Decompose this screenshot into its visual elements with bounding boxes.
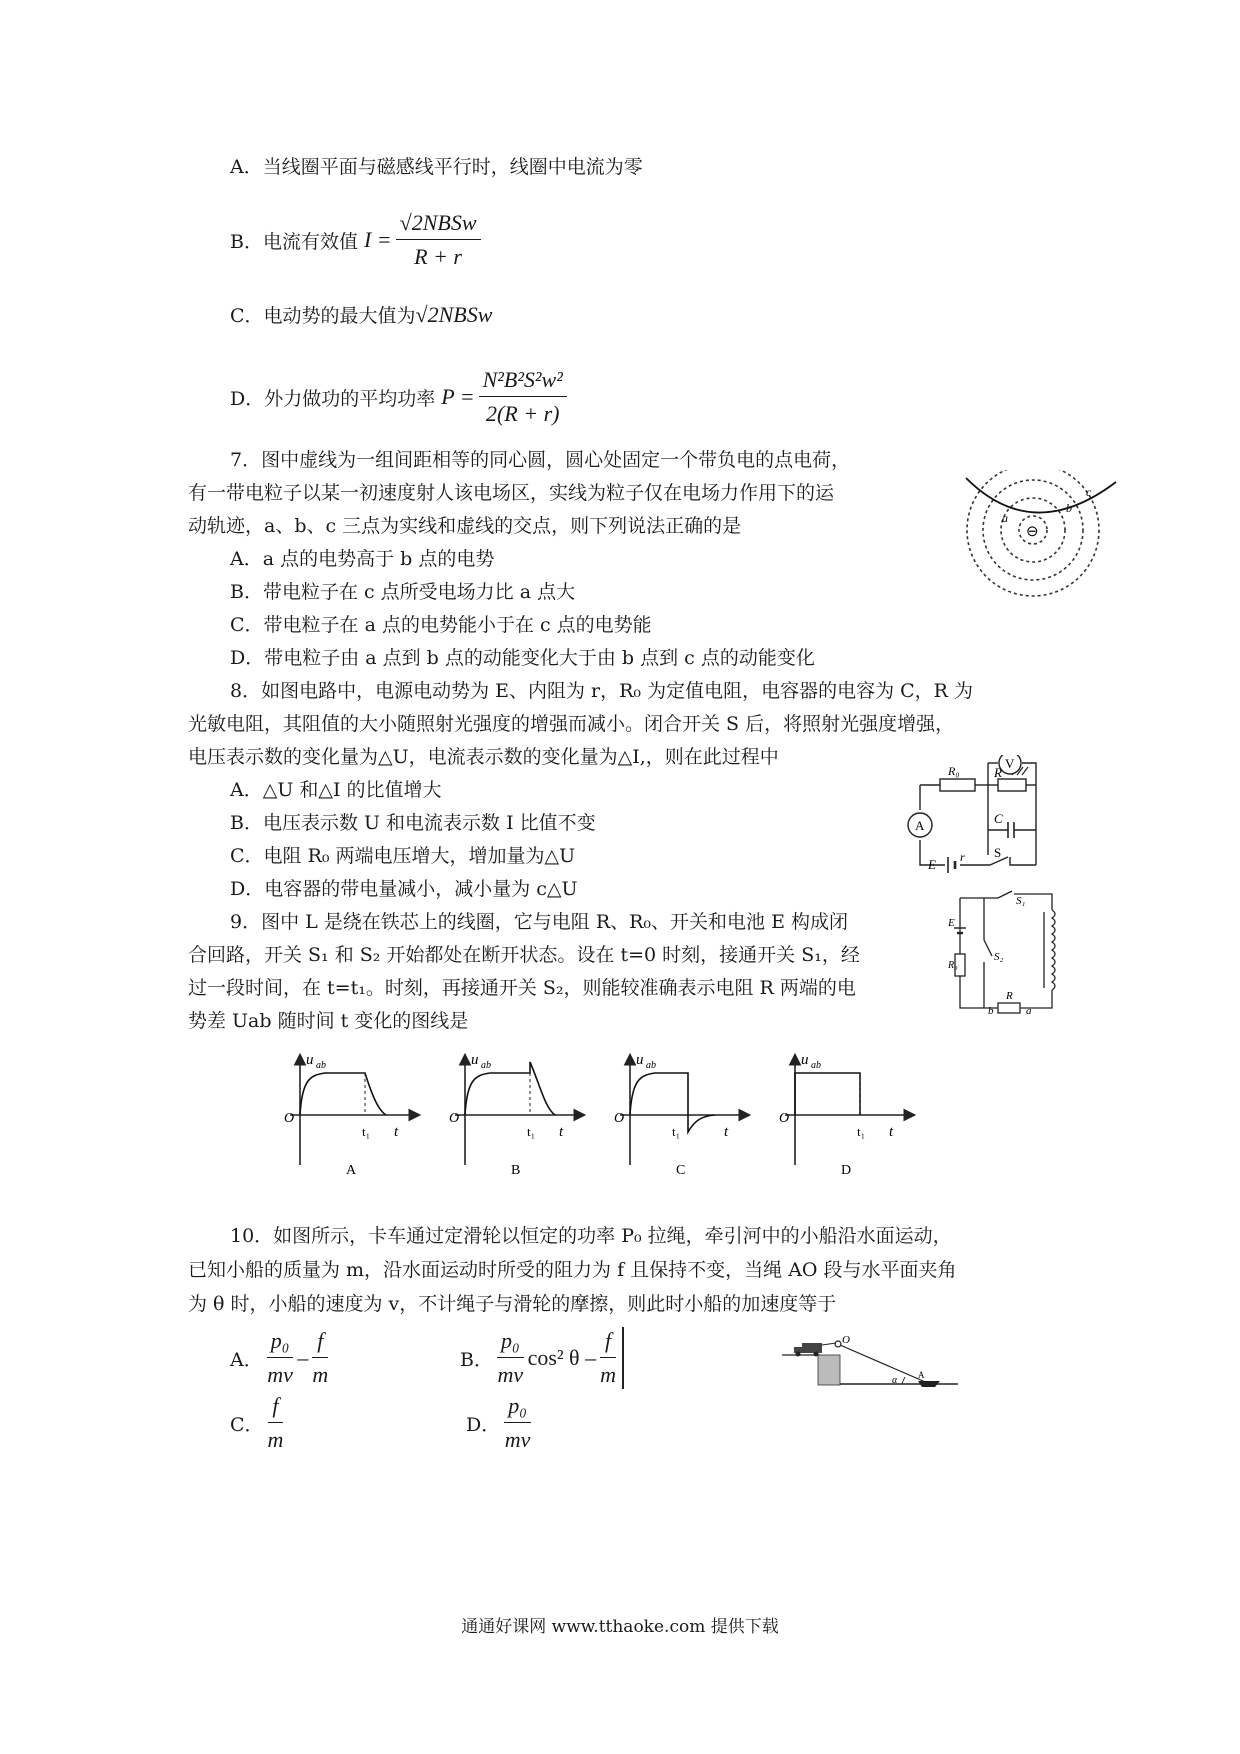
graph-d-t1: t₁ bbox=[857, 1124, 866, 1139]
resistor-r bbox=[998, 1003, 1020, 1013]
q7-option-a: A．a 点的电势高于 b 点的电势 bbox=[230, 548, 495, 570]
graph-option-a bbox=[284, 1052, 418, 1178]
q8-circuit-figure bbox=[900, 755, 1050, 875]
graph-a-y-label: u bbox=[306, 1052, 314, 1068]
graph-a-caption: A bbox=[346, 1163, 357, 1178]
graph-c-t: t bbox=[724, 1124, 729, 1140]
q9-stem-line-1: 9．图中 L 是绕在铁芯上的线圈，它与电阻 R、R₀、开关和电池 E 构成闭 bbox=[230, 911, 849, 933]
resistor-r0 bbox=[940, 779, 975, 791]
fraction-denominator: m bbox=[267, 1427, 284, 1452]
q10-stem-line-3: 为 θ 时，小船的速度为 v，不计绳子与滑轮的摩擦，则此时小船的加速度等于 bbox=[188, 1293, 837, 1315]
q10-option-c bbox=[230, 1390, 287, 1456]
fraction-numerator: N²B²S²w² bbox=[479, 367, 567, 397]
q9-circuit-figure bbox=[948, 890, 1060, 1015]
cos-term: cos² θ – bbox=[527, 1345, 597, 1370]
graph-b-t: t bbox=[559, 1124, 564, 1140]
q7-concentric-circles-figure bbox=[960, 470, 1125, 610]
q6-option-d-fraction bbox=[479, 367, 567, 427]
fraction-denominator: mv bbox=[497, 1362, 524, 1387]
angle-label: α bbox=[892, 1375, 898, 1386]
q7-option-c: C．带电粒子在 a 点的电势能小于在 c 点的电势能 bbox=[230, 614, 652, 636]
q8-stem-line-2: 光敏电阻，其阻值的大小随照射光强度的增强而减小。闭合开关 S 后，将照射光强度增强， bbox=[188, 713, 955, 735]
q8-option-d: D．电容器的带电量减小，减小量为 c△U bbox=[230, 878, 578, 900]
q10-option-d-label: D． bbox=[466, 1413, 501, 1436]
graph-c-y-sub: ab bbox=[646, 1060, 656, 1071]
graph-option-b bbox=[449, 1052, 583, 1178]
fraction-numerator: p₀ bbox=[504, 1393, 531, 1423]
minus-operator: – bbox=[297, 1345, 309, 1370]
fraction-numerator: p₀ bbox=[497, 1328, 524, 1358]
graph-d-caption: D bbox=[841, 1163, 852, 1178]
q10-stem-line-2: 已知小船的质量为 m，沿水面运动时所受的阻力为 f 且保持不变，当绳 AO 段与水平面夹角 bbox=[188, 1259, 957, 1281]
q7-option-b: B．带电粒子在 c 点所受电场力比 a 点大 bbox=[230, 581, 576, 603]
e-label: E bbox=[948, 917, 955, 929]
point-a-label: a bbox=[1002, 511, 1008, 525]
s2-label: S₂ bbox=[994, 951, 1004, 963]
fraction-denominator: 2(R + r) bbox=[485, 401, 560, 426]
graph-d-y-sub: ab bbox=[811, 1060, 821, 1071]
r0-label: R₀ bbox=[948, 960, 958, 971]
fraction bbox=[312, 1328, 328, 1388]
vertical-bar bbox=[622, 1327, 624, 1389]
q10-option-d bbox=[466, 1390, 535, 1456]
q8-stem-line-1: 8．如图电路中，电源电动势为 E、内阻为 r，R₀ 为定值电阻，电容器的电容为 C，R 为 bbox=[230, 680, 974, 702]
graph-a-origin: O bbox=[284, 1111, 295, 1126]
q7-stem-line-3: 动轨迹，a、b、c 三点为实线和虚线的交点，则下列说法正确的是 bbox=[188, 515, 742, 537]
q6-option-d bbox=[230, 362, 571, 432]
fraction-numerator: f bbox=[268, 1393, 284, 1423]
point-a-label: A bbox=[918, 1370, 925, 1380]
rope-to-truck bbox=[822, 1343, 836, 1345]
fraction-numerator: f bbox=[600, 1328, 616, 1358]
q6-option-d-lhs: P = bbox=[441, 384, 475, 409]
q9-answer-graphs bbox=[270, 1050, 970, 1180]
b-label: b bbox=[988, 1005, 994, 1015]
q6-option-c-prefix: C．电动势的最大值为 bbox=[230, 305, 416, 327]
q10-option-a bbox=[230, 1325, 332, 1391]
r-label: R bbox=[994, 765, 1002, 780]
c-label: C bbox=[994, 811, 1003, 826]
q9-stem-line-4: 势差 Uab 随时间 t 变化的图线是 bbox=[188, 1010, 469, 1032]
graph-b-y-sub: ab bbox=[481, 1060, 491, 1071]
rope-ao bbox=[840, 1345, 930, 1384]
graph-option-d bbox=[779, 1052, 913, 1178]
graph-b-caption: B bbox=[511, 1163, 521, 1178]
q10-option-b bbox=[460, 1325, 624, 1391]
angle-arc bbox=[902, 1377, 905, 1384]
bank-stones-icon bbox=[818, 1355, 840, 1385]
s1-label: S₁ bbox=[1016, 895, 1026, 907]
fraction-denominator: mv bbox=[267, 1362, 293, 1387]
pulley-o-label: O bbox=[842, 1335, 850, 1346]
boat-icon bbox=[918, 1381, 940, 1387]
q6-option-a: A．当线圈平面与磁感线平行时，线圈中电流为零 bbox=[230, 156, 643, 178]
page-footer: 通通好课网 www.tthaoke.com 提供下载 bbox=[461, 1617, 779, 1637]
graph-d-y-label: u bbox=[801, 1052, 809, 1068]
graph-b-origin: O bbox=[449, 1111, 460, 1126]
e-label: E bbox=[928, 857, 936, 872]
graph-a-t1: t₁ bbox=[362, 1124, 371, 1139]
q9-stem-line-3: 过一段时间，在 t=t₁。时刻，再接通开关 S₂，则能较准确表示电阻 R 两端的电 bbox=[188, 977, 856, 999]
q6-option-b-lhs: I = bbox=[363, 227, 392, 252]
q6-option-b-fraction bbox=[396, 210, 481, 270]
s-label: S bbox=[994, 845, 1002, 860]
q8-stem-line-3: 电压表示数的变化量为△U，电流表示数的变化量为△I,，则在此过程中 bbox=[188, 746, 779, 768]
q10-truck-boat-figure bbox=[780, 1335, 960, 1405]
graph-a-t: t bbox=[394, 1124, 399, 1140]
q6-option-c bbox=[230, 300, 492, 331]
q10-stem-line-1: 10．如图所示，卡车通过定滑轮以恒定的功率 P₀ 拉绳，牵引河中的小船沿水面运动， bbox=[230, 1225, 952, 1247]
q8-option-c: C．电阻 R₀ 两端电压增大，增加量为△U bbox=[230, 845, 576, 867]
a-label: a bbox=[1026, 1005, 1032, 1015]
voltmeter-label: V bbox=[1005, 756, 1015, 771]
q8-option-b: B．电压表示数 U 和电流表示数 I 比值不变 bbox=[230, 812, 596, 834]
q6-option-b-prefix: B．电流有效值 bbox=[230, 230, 358, 253]
q6-option-d-prefix: D．外力做功的平均功率 bbox=[230, 387, 436, 410]
fraction bbox=[267, 1328, 294, 1388]
graph-c-y-label: u bbox=[636, 1052, 644, 1068]
photoresistor-r bbox=[998, 779, 1026, 791]
inductor-coil-icon bbox=[1052, 910, 1055, 990]
fraction-denominator: R + r bbox=[414, 244, 462, 269]
fraction bbox=[268, 1393, 284, 1453]
switch-s1-icon bbox=[998, 891, 1012, 898]
graph-b-t1: t₁ bbox=[527, 1124, 536, 1139]
graph-c-origin: O bbox=[614, 1111, 625, 1126]
q7-option-d: D．带电粒子由 a 点到 b 点的动能变化大于由 b 点到 c 点的动能变化 bbox=[230, 647, 815, 669]
fraction-numerator: √2NBSw bbox=[396, 210, 481, 240]
graph-d-t: t bbox=[889, 1124, 894, 1140]
point-b-label: b bbox=[1066, 501, 1072, 515]
q7-stem-line-2: 有一带电粒子以某一初速度射人该电场区，实线为粒子仅在电场力作用下的运 bbox=[188, 482, 835, 504]
q7-stem-line-1: 7．图中虚线为一组间距相等的同心圆，圆心处固定一个带负电的点电荷， bbox=[230, 449, 851, 471]
r-label: R bbox=[1006, 990, 1013, 1002]
fraction-denominator: m bbox=[312, 1362, 329, 1387]
r-internal-label: r bbox=[960, 850, 965, 864]
fraction-numerator: p₀ bbox=[267, 1328, 294, 1358]
negative-charge-label: ⊖ bbox=[1026, 524, 1039, 540]
fraction bbox=[497, 1328, 524, 1388]
r0-label: R₀ bbox=[948, 764, 960, 778]
switch-s2-icon bbox=[984, 940, 992, 956]
graph-b-y-label: u bbox=[471, 1052, 479, 1068]
graph-a-y-sub: ab bbox=[316, 1060, 326, 1071]
graph-c-caption: C bbox=[676, 1163, 686, 1178]
q8-option-a: A．△U 和△I 的比值增大 bbox=[230, 779, 442, 801]
q9-stem-line-2: 合回路，开关 S₁ 和 S₂ 开始都处在断开状态。设在 t=0 时刻，接通开关 S₁，经 bbox=[188, 944, 860, 966]
fraction bbox=[504, 1393, 531, 1453]
graph-c-t1: t₁ bbox=[672, 1124, 681, 1139]
graph-option-c bbox=[614, 1052, 748, 1178]
q6-option-b bbox=[230, 205, 485, 275]
q6-option-c-math: √2NBSw bbox=[415, 302, 493, 327]
ammeter-label: A bbox=[915, 818, 925, 833]
fraction-denominator: mv bbox=[504, 1427, 531, 1452]
fraction-denominator: m bbox=[600, 1362, 616, 1387]
fraction bbox=[600, 1328, 616, 1388]
q10-option-b-label: B． bbox=[460, 1348, 493, 1371]
q10-option-a-label: A． bbox=[230, 1348, 263, 1371]
point-c-label: c bbox=[1086, 485, 1092, 499]
q10-option-c-label: C． bbox=[230, 1413, 264, 1436]
fraction-numerator: f bbox=[312, 1328, 328, 1358]
graph-d-origin: O bbox=[779, 1111, 790, 1126]
pulley-icon bbox=[835, 1341, 841, 1347]
